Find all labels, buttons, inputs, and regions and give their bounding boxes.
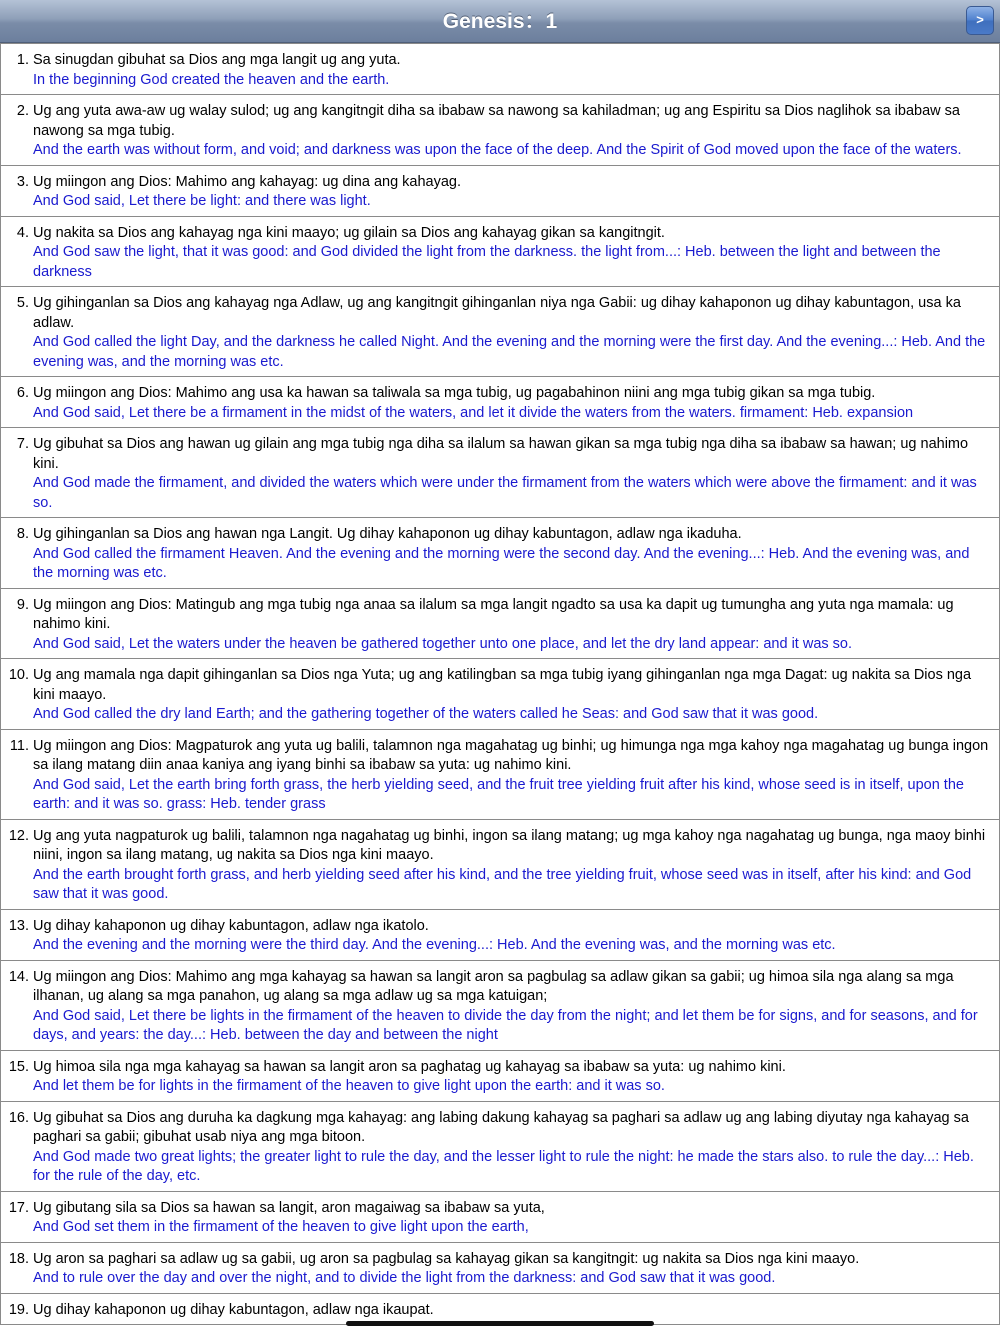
verse-number: 17.: [8, 1199, 29, 1216]
verse-number: 6.: [16, 385, 29, 401]
english-verse-text: And God made the firmament, and divided the waters which were under the firmament from the waters which were above the firmament: and it was so.: [33, 475, 977, 511]
verse-number: 1.: [16, 52, 29, 68]
verse-text: [33, 173, 991, 212]
verse-number: 19.: [8, 1301, 29, 1318]
verse-text: [33, 596, 991, 655]
verse-text: [33, 51, 991, 90]
cebuano-verse-text: Ug gibutang sila sa Dios sa hawan sa langit, aron magaiwag sa ibabaw sa yuta,: [33, 1199, 545, 1216]
verse-row[interactable]: [0, 910, 1000, 961]
cebuano-verse-text: Sa sinugdan gibuhat sa Dios ang mga langit ug ang yuta.: [33, 52, 401, 68]
cebuano-verse-text: Ug miingon ang Dios: Mahimo ang mga kahayag sa hawan sa langit aron sa pagbulag sa adlaw gikan sa gabii; ug himoa sila nga alang sa mga ilhanan, ug alang sa mga panahon, ug alang sa mga adlaw ug sa mga katuigan;: [33, 968, 954, 1004]
verse-text: [33, 1199, 991, 1238]
verse-row[interactable]: [0, 95, 1000, 166]
english-verse-text: And God said, Let there be a firmament in the midst of the waters, and let it divide the waters from the waters. firmament: Heb. expansion: [33, 404, 914, 421]
cebuano-verse-text: Ug miingon ang Dios: Matingub ang mga tubig nga anaa sa ilalum sa mga langit ngadto sa usa ka dapit ug tumungha ang yuta nga mamala: ug nahimo kini.: [33, 596, 954, 632]
english-verse-text: And God saw the light, that it was good: and God divided the light from the darkness. the light from...: Heb. between the light and between the darkness: [33, 244, 941, 280]
verse-text: [33, 1250, 991, 1289]
english-verse-text: And the earth brought forth grass, and herb yielding seed after his kind, and the tree yielding fruit, whose seed was in itself, after his kind: and God saw that it was good.: [33, 866, 972, 902]
english-verse-text: And the evening and the morning were the third day. And the evening...: Heb. And the evening was, and the morning was etc.: [33, 937, 836, 953]
english-verse-text: And God said, Let the earth bring forth grass, the herb yielding seed, and the fruit tree yielding fruit after his kind, whose seed is in itself, upon the earth: and it was so. grass: Heb. tender grass: [33, 776, 964, 812]
english-verse-text: And let them be for lights in the firmament of the heaven to give light upon the earth: and it was so.: [33, 1078, 665, 1094]
english-verse-text: And God made two great lights; the greater light to rule the day, and the lesser light to rule the night: he made the stars also. to rule the day...: Heb. for the rule of the day, etc.: [33, 1148, 974, 1184]
verse-row[interactable]: [0, 217, 1000, 288]
verse-number: 2.: [16, 103, 29, 119]
verse-number: 16.: [8, 1109, 29, 1126]
verse-text: [33, 917, 991, 956]
verse-number: 4.: [16, 224, 29, 241]
verse-number: 3.: [16, 173, 29, 190]
cebuano-verse-text: Ug miingon ang Dios: Magpaturok ang yuta ug balili, talamnon nga magahatag ug binhi; ug himunga nga mga kahoy nga magahatag ug bunga ingon sa ilang matang diin anaa kaniya ang iyang binhi sa ibabaw sa yuta: ug nahimo kini.: [33, 737, 989, 773]
english-verse-text: And God called the firmament Heaven. And the evening and the morning were the second day. And the evening...: Heb. And the evening was, and the morning was etc.: [33, 545, 970, 581]
verse-row[interactable]: [0, 730, 1000, 820]
verse-row[interactable]: [0, 820, 1000, 910]
english-verse-text: And to rule over the day and over the night, and to divide the light from the darkness: and God saw that it was good.: [33, 1270, 776, 1286]
cebuano-verse-text: Ug himoa sila nga mga kahayag sa hawan sa langit aron sa paghatag ug kahayag sa ibabaw sa yuta: ug nahimo kini.: [33, 1058, 786, 1075]
english-verse-text: And God called the dry land Earth; and the gathering together of the waters called he Seas: and God saw that it was good.: [33, 706, 819, 722]
verse-text: [33, 1301, 991, 1321]
verse-number: 11.: [9, 737, 29, 754]
cebuano-verse-text: Ug ang yuta awa-aw ug walay sulod; ug ang kangitngit diha sa ibabaw sa nawong sa kahiladman; ug ang Espiritu sa Dios naglihok sa ibabaw sa nawong sa mga tubig.: [33, 103, 960, 139]
cebuano-verse-text: Ug ang yuta nagpaturok ug balili, talamnon nga nagahatag ug binhi, ingon sa ilang matang; ug mga kahoy nga nagahatag ug bunga, nga maoy binhi niini, ingon sa ilang matang, ug nakita sa Dios nga kini maayo.: [33, 827, 986, 863]
verse-text: [33, 384, 991, 423]
navigation-bar: [0, 0, 1000, 43]
verse-row[interactable]: [0, 166, 1000, 217]
cebuano-verse-text: Ug gihinganlan sa Dios ang hawan nga Langit. Ug dihay kahaponon ug dihay kabuntagon, adlaw nga ikaduha.: [33, 526, 742, 542]
cebuano-verse-text: Ug miingon ang Dios: Mahimo ang usa ka hawan sa taliwala sa mga tubig, ug pagabahinon niini ang mga tubig gikan sa mga tubig.: [33, 385, 876, 401]
verse-row[interactable]: [0, 377, 1000, 428]
cebuano-verse-text: Ug dihay kahaponon ug dihay kabuntagon, adlaw nga ikaupat.: [33, 1301, 434, 1318]
english-verse-text: And God called the light Day, and the darkness he called Night. And the evening and the morning were the first day. And the evening...: Heb. And the evening was, and the morning was etc.: [33, 334, 986, 370]
verse-number: 9.: [16, 596, 29, 613]
english-verse-text: And God said, Let there be lights in the firmament of the heaven to divide the day from the night; and let them be for signs, and for seasons, and for days, and years: the day...: Heb. between the day and between the night: [33, 1007, 978, 1043]
verse-text: [33, 1058, 991, 1097]
verse-number: 8.: [16, 526, 29, 542]
verse-number: 5.: [16, 295, 29, 311]
english-verse-text: And God set them in the firmament of the heaven to give light upon the earth,: [33, 1219, 529, 1235]
verse-text: [33, 102, 991, 161]
next-chapter-button[interactable]: >: [966, 6, 994, 35]
verse-text: [33, 968, 991, 1046]
verse-text: [33, 1109, 991, 1187]
verse-number: 15.: [8, 1058, 29, 1075]
cebuano-verse-text: Ug gibuhat sa Dios ang hawan ug gilain ang mga tubig nga diha sa ilalum sa hawan gikan sa mga tubig nga diha sa ibabaw sa hawan; ug nahimo kini.: [33, 436, 969, 472]
verse-number: 12.: [8, 827, 29, 844]
verse-row[interactable]: [0, 1192, 1000, 1243]
verse-row[interactable]: [0, 1243, 1000, 1294]
chapter-title: Genesis：1: [442, 10, 558, 33]
verse-row[interactable]: [0, 961, 1000, 1051]
english-verse-text: And God said, Let the waters under the heaven be gathered together unto one place, and let the dry land appear: and it was so.: [33, 635, 853, 652]
verse-row[interactable]: [0, 518, 1000, 589]
verse-number: 18.: [8, 1250, 29, 1267]
english-verse-text: And the earth was without form, and void; and darkness was upon the face of the deep. And the Spirit of God moved upon the face of the waters.: [33, 142, 962, 158]
verse-text: [33, 827, 991, 905]
cebuano-verse-text: Ug gihinganlan sa Dios ang kahayag nga Adlaw, ug ang kangitngit gihinganlan niya nga Gabii: ug dihay kahaponon ug dihay kabuntagon, usa ka adlaw.: [33, 295, 961, 331]
verse-text: [33, 666, 991, 725]
verse-row[interactable]: [0, 659, 1000, 730]
verse-list[interactable]: [0, 43, 1000, 1334]
verse-row[interactable]: [0, 287, 1000, 377]
verse-row[interactable]: [0, 43, 1000, 95]
cebuano-verse-text: Ug miingon ang Dios: Mahimo ang kahayag: ug dina ang kahayag.: [33, 173, 462, 190]
verse-row[interactable]: [0, 428, 1000, 518]
verse-text: [33, 294, 991, 372]
cebuano-verse-text: Ug dihay kahaponon ug dihay kabuntagon, adlaw nga ikatolo.: [33, 917, 429, 934]
verse-row[interactable]: [0, 1051, 1000, 1102]
verse-row[interactable]: [0, 589, 1000, 660]
verse-text: [33, 737, 991, 815]
cebuano-verse-text: Ug aron sa paghari sa adlaw ug sa gabii, ug aron sa pagbulag sa kahayag gikan sa kangitngit: ug nakita sa Dios nga kini maayo.: [33, 1250, 860, 1267]
cebuano-verse-text: Ug ang mamala nga dapit gihinganlan sa Dios nga Yuta; ug ang katilingban sa mga tubig iyang gihinganlan nga mga Dagat: ug nakita sa Dios nga kini maayo.: [33, 667, 972, 703]
cebuano-verse-text: Ug gibuhat sa Dios ang duruha ka dagkung mga kahayag: ang labing dakung kahayag sa paghari sa adlaw ug ang labing diyutay nga kahayag sa paghari sa gabii; gibuhat usab niya ang mga bitoon.: [33, 1109, 969, 1145]
verse-number: 7.: [16, 436, 29, 452]
verse-number: 14.: [8, 968, 29, 985]
verse-text: [33, 435, 991, 513]
verse-number: 10.: [8, 667, 29, 683]
verse-row[interactable]: [0, 1102, 1000, 1192]
cebuano-verse-text: Ug nakita sa Dios ang kahayag nga kini maayo; ug gilain sa Dios ang kahayag gikan sa kangitngit.: [33, 224, 665, 241]
verse-text: [33, 224, 991, 283]
verse-number: 13.: [8, 917, 29, 934]
english-verse-text: In the beginning God created the heaven and the earth.: [33, 71, 390, 88]
verse-text: [33, 525, 991, 584]
home-indicator[interactable]: [346, 1321, 654, 1326]
english-verse-text: And God said, Let there be light: and there was light.: [33, 193, 371, 209]
